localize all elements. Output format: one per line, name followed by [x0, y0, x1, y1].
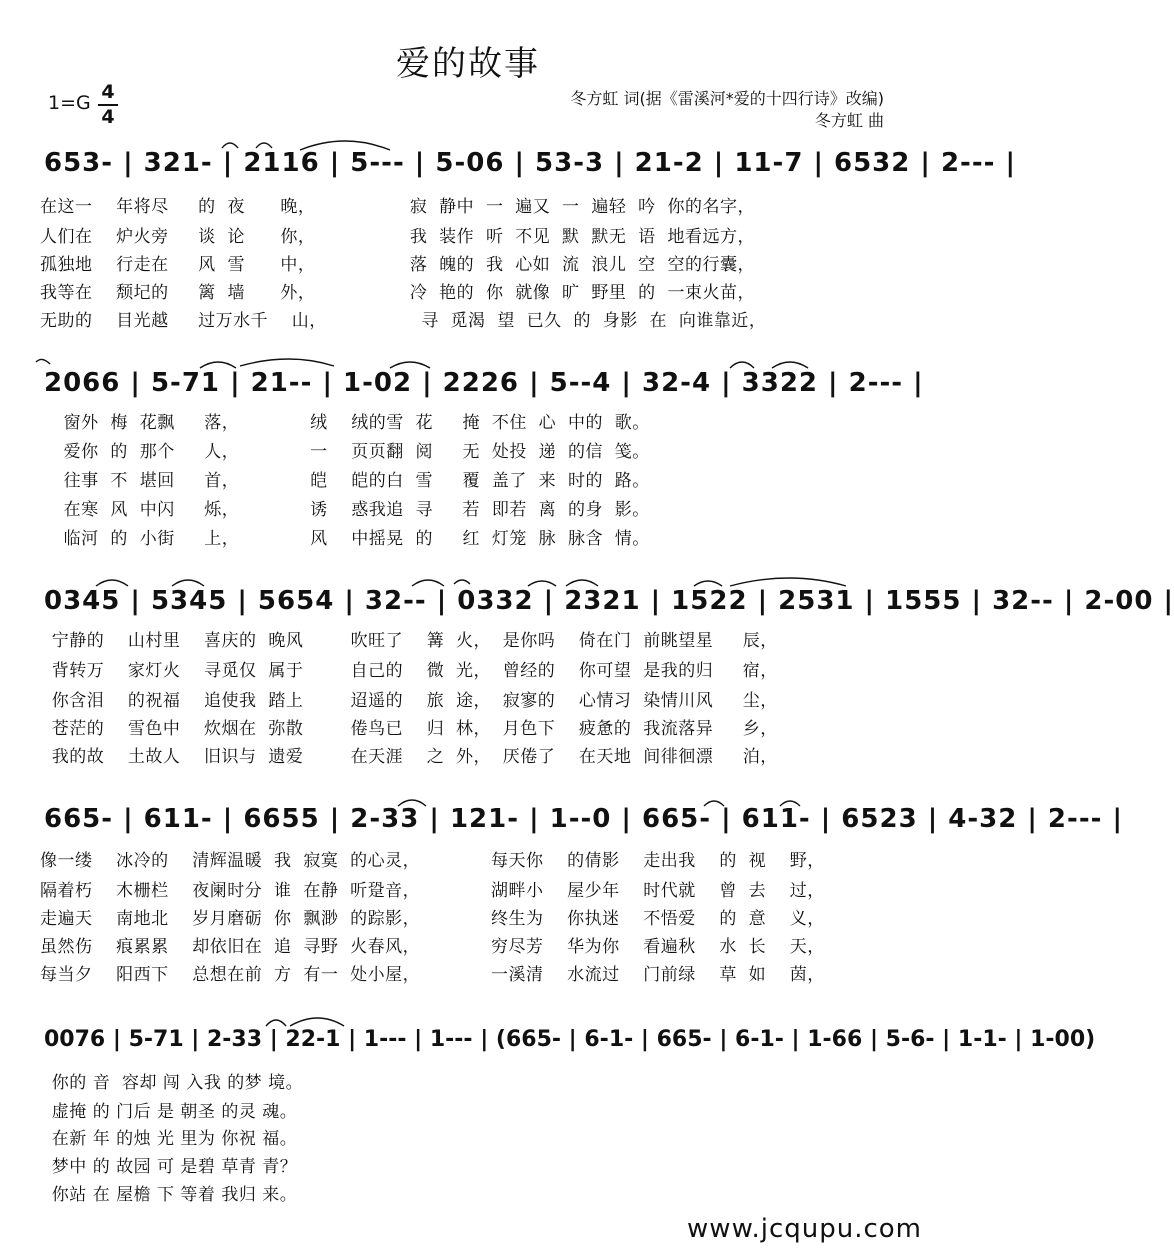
lyric-line: 苍茫的 雪色中 炊烟在 弥散 倦鸟已 归 林， 月色下 疲惫的 我流落异 乡，	[40, 719, 778, 739]
lyric-line: 背转万 家灯火 寻觅仅 属于 自己的 微 光， 曾经的 你可望 是我的归 宿，	[40, 661, 778, 681]
lyric-line: 宁静的 山村里 喜庆的 晚风 吹旺了 篝 火， 是你吗 倚在门 前眺望星 辰，	[40, 631, 778, 651]
lyric-line: 隔着朽 木栅栏 夜阑时分 谁 在静 听跫音， 湖畔小 屋少年 时代就 曾 去 过，	[40, 881, 825, 901]
notation-line-1: 653- | 321- | 2116 | 5--- | 5-06 | 53-3 | 21-2 | 11-7 | 6532 | 2--- |	[44, 148, 1016, 178]
time-signature-top: 4	[101, 81, 115, 103]
lyric-line: 走遍天 南地北 岁月磨砺 你 飘渺 的踪影， 终生为 你执迷 不悟爱 的 意 义，	[40, 909, 825, 929]
slur-arc	[36, 359, 50, 364]
key-signature: 1=G	[48, 92, 91, 114]
lyric-line: 你的 音 容却 闯 入我 的梦 境。	[40, 1073, 304, 1093]
site-watermark: www.jcqupu.com	[687, 1214, 922, 1244]
lyric-line: 在这一 年将尽 的 夜 晚， 寂 静中 一 遍又 一 遍轻 吟 你的名字，	[40, 197, 755, 217]
lyric-line: 我的故 土故人 旧识与 遗爱 在天涯 之 外， 厌倦了 在天地 间徘徊漂 泊，	[40, 747, 778, 767]
composer-credit: 冬方虹 曲	[814, 111, 884, 130]
time-signature-bottom: 4	[101, 106, 115, 128]
time-signature	[98, 82, 118, 128]
lyric-line: 每当夕 阳西下 总想在前 方 有一 处小屋， 一溪清 水流过 门前绿 草 如 茵，	[40, 965, 825, 985]
lyric-line: 我等在 颓圮的 篱 墙 外， 冷 艳的 你 就像 旷 野里 的 一束火苗，	[40, 283, 755, 303]
lyric-line: 人们在 炉火旁 谈 论 你， 我 装作 听 不见 默 默无 语 地看远方，	[40, 227, 755, 247]
lyric-line: 在寒 风 中闪 烁， 诱 惑我追 寻 若 即若 离 的身 影。	[40, 500, 650, 520]
lyric-line: 爱你 的 那个 人， 一 页页翻 阅 无 处投 递 的信 笺。	[40, 442, 650, 462]
lyric-line: 你站 在 屋檐 下 等着 我归 来。	[40, 1185, 298, 1205]
notation-line-5: 0076 | 5-71 | 2-33 | 22-1 | 1--- | 1--- | (665- | 6-1- | 665- | 6-1- | 1-66 | 5-6- | 1-1- | 1-00)	[44, 1026, 1096, 1052]
lyricist-credit: 冬方虹 词(据《雷溪河*爱的十四行诗》改编)	[570, 89, 884, 108]
lyric-line: 孤独地 行走在 风 雪 中， 落 魄的 我 心如 流 浪儿 空 空的行囊，	[40, 255, 755, 275]
lyric-line: 虽然伤 痕累累 却依旧在 追 寻野 火春风， 穷尽芳 华为你 看遍秋 水 长 天，	[40, 937, 825, 957]
lyric-line: 往事 不 堪回 首， 皑 皑的白 雪 覆 盖了 来 时的 路。	[40, 471, 650, 491]
lyric-line: 虚掩 的 门后 是 朝圣 的灵 魂。	[40, 1102, 298, 1122]
notation-line-3: 0345 | 5345 | 5654 | 32-- | 0332 | 2321 | 1522 | 2531 | 1555 | 32-- | 2-00 |	[44, 586, 1174, 616]
lyric-line: 无助的 目光越 过万水千 山， 寻 觅渴 望 已久 的 身影 在 向谁靠近，	[40, 311, 767, 331]
song-title: 爱的故事	[396, 44, 540, 84]
lyric-line: 临河 的 小街 上， 风 中摇晃 的 红 灯笼 脉 脉含 情。	[40, 529, 650, 549]
lyric-line: 像一缕 冰冷的 清辉温暖 我 寂寞 的心灵， 每天你 的倩影 走出我 的 视 野，	[40, 851, 825, 871]
lyric-line: 你含泪 的祝福 追使我 踏上 迢遥的 旅 途， 寂寥的 心情习 染情川风 尘，	[40, 691, 778, 711]
slur-arc	[240, 359, 334, 366]
lyric-line: 梦中 的 故园 可 是碧 草青 青？	[40, 1157, 298, 1177]
lyric-line: 在新 年 的烛 光 里为 你祝 福。	[40, 1129, 298, 1149]
notation-line-4: 665- | 611- | 6655 | 2-33 | 121- | 1--0 | 665- | 611- | 6523 | 4-32 | 2--- |	[44, 804, 1123, 834]
lyric-line: 窗外 梅 花飘 落， 绒 绒的雪 花 掩 不住 心 中的 歌。	[40, 413, 650, 433]
notation-line-2: 2066 | 5-71 | 21-- | 1-02 | 2226 | 5--4 | 32-4 | 3322 | 2--- |	[44, 368, 924, 398]
